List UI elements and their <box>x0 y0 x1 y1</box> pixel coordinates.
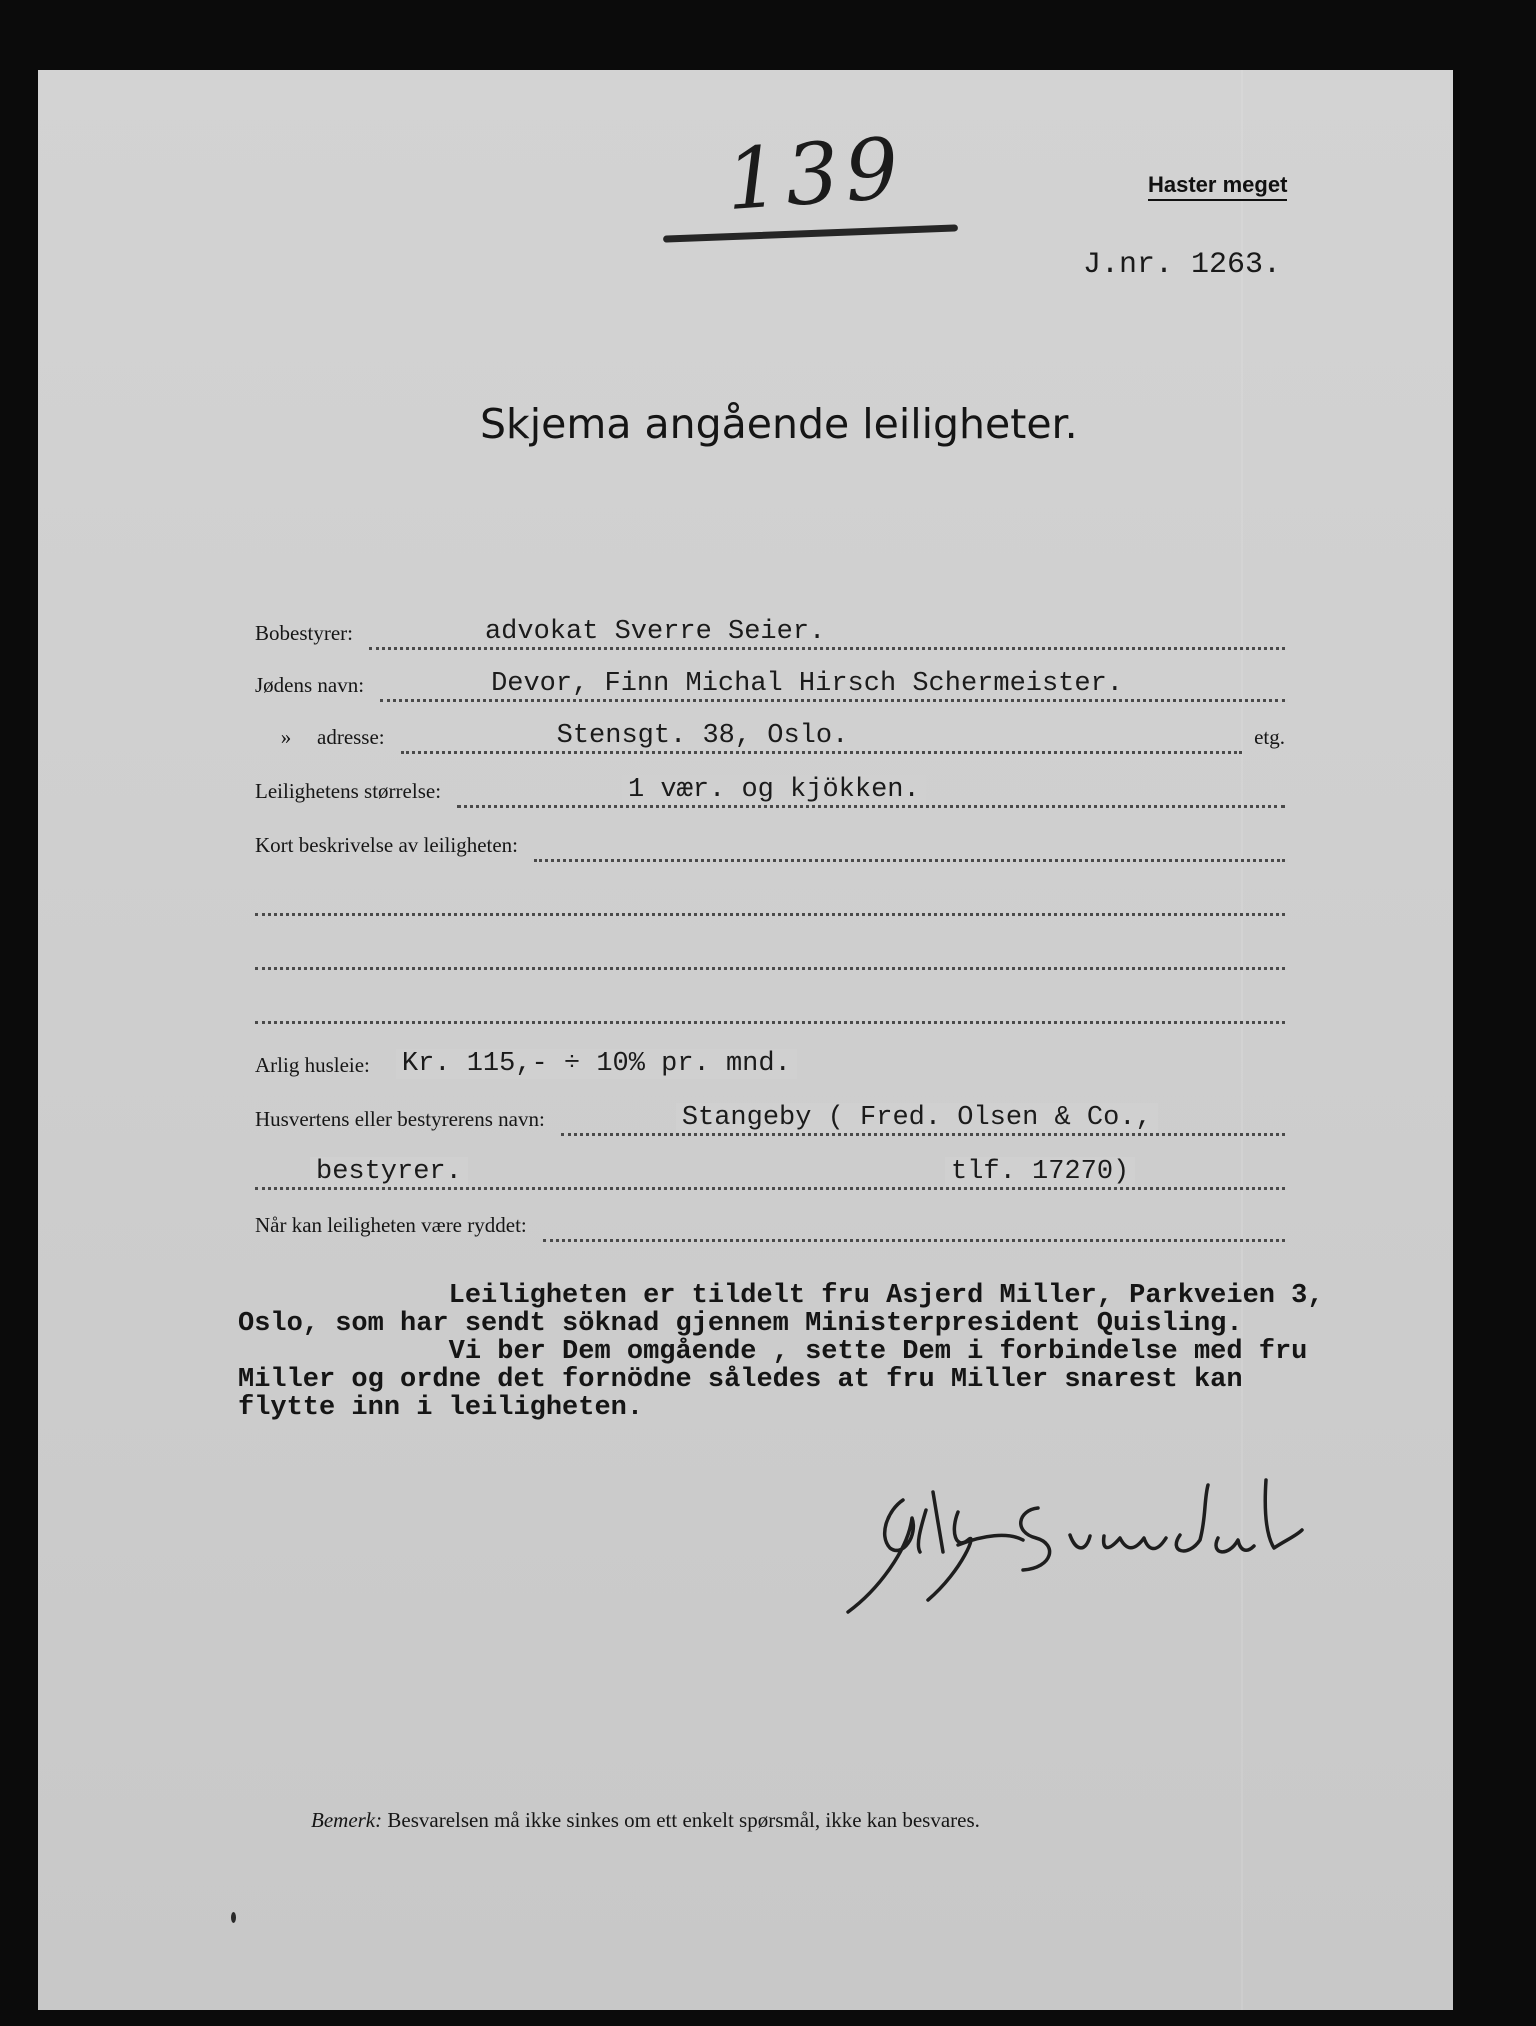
field-storrelse <box>255 768 1285 808</box>
field-value: Kr. 115,- ÷ 10% pr. mnd. <box>396 1049 797 1079</box>
handwritten-number: 139 <box>722 118 908 230</box>
field-value-phone: tlf. 17270) <box>945 1157 1135 1187</box>
field-value: advokat Sverre Seier. <box>479 617 831 647</box>
letter-line: Leiligheten er tildelt fru Asjerd Miller, Parkveien 3, <box>238 1281 1324 1311</box>
field-line <box>255 1155 1285 1190</box>
form-title: Skjema angående leiligheter. <box>480 400 1078 448</box>
field-label: Jødens navn: <box>255 673 365 697</box>
journal-number: J.nr. 1263. <box>1083 248 1282 282</box>
field-line <box>255 935 1285 970</box>
field-bobestyrer <box>255 610 1285 650</box>
footer-note <box>311 1808 980 1833</box>
note-label: Bemerk: <box>311 1808 383 1832</box>
handwritten-underline <box>663 224 958 242</box>
field-label: Husvertens eller bestyrerens navn: <box>255 1107 545 1131</box>
field-label: Arlig husleie: <box>255 1053 370 1077</box>
field-line <box>255 881 1285 916</box>
field-husleie <box>255 1042 895 1082</box>
ink-speck <box>231 1912 236 1923</box>
field-husvert <box>255 1096 1285 1136</box>
blank-line <box>255 876 1285 916</box>
field-value: 1 vær. og kjökken. <box>622 775 926 805</box>
letter-line: flytte inn i leiligheten. <box>238 1393 644 1423</box>
field-suffix: etg. <box>1254 725 1285 749</box>
field-beskrivelse <box>255 822 1285 862</box>
field-line <box>534 827 1285 862</box>
field-line <box>457 773 1285 808</box>
letter-line: Miller og ordne det fornödne således at fru Miller snarest kan <box>238 1365 1243 1395</box>
field-value: Stangeby ( Fred. Olsen & Co., <box>676 1103 1158 1133</box>
field-value: Devor, Finn Michal Hirsch Schermeister. <box>485 669 1129 699</box>
ditto-marker: » <box>280 725 292 749</box>
letter-line: Oslo, som har sendt söknad gjennem Ministerpresident Quisling. <box>238 1309 1243 1339</box>
field-line <box>255 989 1285 1024</box>
field-value: bestyrer. <box>310 1157 468 1187</box>
field-line <box>543 1207 1285 1242</box>
field-adresse <box>255 714 1285 754</box>
blank-line <box>255 984 1285 1024</box>
field-line <box>561 1101 1285 1136</box>
field-label: Når kan leiligheten være ryddet: <box>255 1213 527 1237</box>
letter-line: Vi ber Dem omgående , sette Dem i forbindelse med fru <box>238 1337 1308 1367</box>
note-text: Besvarelsen må ikke sinkes om ett enkelt spørsmål, ikke kan besvares. <box>387 1808 980 1832</box>
field-line <box>401 719 1242 754</box>
field-line <box>386 1047 895 1082</box>
typed-letter <box>238 1282 1324 1422</box>
field-label: Bobestyrer: <box>255 621 353 645</box>
field-label: Leilighetens størrelse: <box>255 779 442 803</box>
handwritten-signature <box>808 1440 1328 1640</box>
field-value: Stensgt. 38, Oslo. <box>551 721 855 751</box>
field-line <box>369 615 1285 650</box>
field-husvert-continued <box>255 1150 1285 1190</box>
field-label: Kort beskrivelse av leiligheten: <box>255 833 519 857</box>
blank-line <box>255 930 1285 970</box>
field-label: adresse: <box>317 725 385 749</box>
field-jodens-navn <box>255 662 1285 702</box>
field-ryddet <box>255 1202 1285 1242</box>
paper-fold <box>1241 70 1243 2010</box>
field-line <box>380 667 1285 702</box>
document-page <box>38 70 1453 2010</box>
urgent-stamp: Haster meget <box>1148 172 1287 201</box>
